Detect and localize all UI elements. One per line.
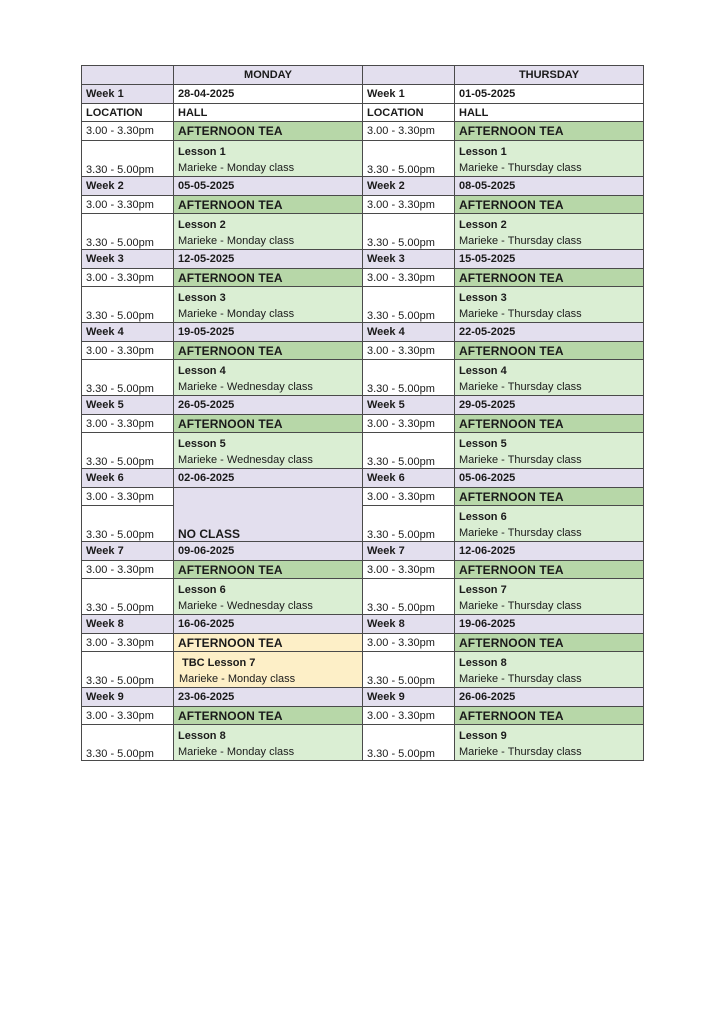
week-label: Week 7	[82, 542, 174, 561]
lesson-row	[82, 433, 644, 469]
tea-time: 3.00 - 3.30pm	[82, 342, 174, 360]
week-label: Week 8	[363, 615, 455, 634]
thursday-lesson	[455, 214, 644, 250]
header-blank-thu	[363, 66, 455, 85]
monday-afternoon-tea: AFTERNOON TEA	[174, 342, 363, 360]
tea-time: 3.00 - 3.30pm	[363, 415, 455, 433]
header-monday: MONDAY	[174, 66, 363, 85]
monday-no-class: NO CLASS	[174, 488, 363, 542]
thursday-date: 19-06-2025	[455, 615, 644, 634]
tea-row	[82, 269, 644, 287]
lesson-time: 3.30 - 5.00pm	[82, 141, 174, 177]
lesson-title: TBC Lesson 7	[182, 657, 256, 669]
tea-row	[82, 707, 644, 725]
lesson-time: 3.30 - 5.00pm	[363, 652, 455, 688]
lesson-time: 3.30 - 5.00pm	[82, 579, 174, 615]
monday-date: 16-06-2025	[174, 615, 363, 634]
monday-lesson	[174, 725, 363, 761]
thursday-afternoon-tea: AFTERNOON TEA	[455, 342, 644, 360]
tea-row	[82, 634, 644, 652]
monday-date: 05-05-2025	[174, 177, 363, 196]
week-label: Week 8	[82, 615, 174, 634]
location-label: LOCATION	[363, 104, 455, 122]
monday-date: 12-05-2025	[174, 250, 363, 269]
lesson-class: Marieke - Thursday class	[459, 308, 582, 320]
monday-afternoon-tea: AFTERNOON TEA	[174, 415, 363, 433]
lesson-class: Marieke - Monday class	[178, 235, 295, 247]
thursday-date: 15-05-2025	[455, 250, 644, 269]
thursday-lesson	[455, 652, 644, 688]
lesson-time: 3.30 - 5.00pm	[82, 652, 174, 688]
lesson-class: Marieke - Thursday class	[459, 381, 582, 393]
monday-lesson	[174, 287, 363, 323]
lesson-title: Lesson 6	[459, 511, 507, 523]
lesson-row	[82, 652, 644, 688]
lesson-time: 3.30 - 5.00pm	[82, 214, 174, 250]
thursday-date: 22-05-2025	[455, 323, 644, 342]
schedule-table	[81, 65, 644, 761]
lesson-time: 3.30 - 5.00pm	[363, 141, 455, 177]
monday-afternoon-tea: AFTERNOON TEA	[174, 122, 363, 141]
week-label: Week 3	[363, 250, 455, 269]
lesson-title: Lesson 6	[178, 584, 226, 596]
week-label: Week 2	[82, 177, 174, 196]
tea-row	[82, 561, 644, 579]
monday-afternoon-tea: AFTERNOON TEA	[174, 707, 363, 725]
lesson-class: Marieke - Wednesday class	[178, 600, 313, 612]
thursday-location: HALL	[455, 104, 644, 122]
tea-time: 3.00 - 3.30pm	[363, 634, 455, 652]
lesson-time: 3.30 - 5.00pm	[82, 287, 174, 323]
lesson-time: 3.30 - 5.00pm	[82, 360, 174, 396]
monday-date: 28-04-2025	[174, 85, 363, 104]
lesson-class: Marieke - Monday class	[178, 746, 295, 758]
thursday-lesson	[455, 287, 644, 323]
lesson-title: Lesson 5	[178, 438, 226, 450]
tea-time: 3.00 - 3.30pm	[82, 269, 174, 287]
week-row	[82, 250, 644, 269]
week-row	[82, 469, 644, 488]
thursday-lesson	[455, 433, 644, 469]
lesson-time: 3.30 - 5.00pm	[363, 579, 455, 615]
tea-time: 3.00 - 3.30pm	[82, 634, 174, 652]
week-row	[82, 323, 644, 342]
lesson-class: Marieke - Thursday class	[459, 454, 582, 466]
thursday-date: 26-06-2025	[455, 688, 644, 707]
lesson-row	[82, 360, 644, 396]
tea-time: 3.00 - 3.30pm	[363, 269, 455, 287]
monday-afternoon-tea: AFTERNOON TEA	[174, 196, 363, 214]
tea-time: 3.00 - 3.30pm	[82, 488, 174, 506]
monday-date: 19-05-2025	[174, 323, 363, 342]
lesson-class: Marieke - Wednesday class	[178, 454, 313, 466]
monday-date: 09-06-2025	[174, 542, 363, 561]
lesson-time: 3.30 - 5.00pm	[363, 506, 455, 542]
week-label: Week 6	[363, 469, 455, 488]
lesson-title: Lesson 5	[459, 438, 507, 450]
lesson-title: Lesson 2	[178, 219, 226, 231]
lesson-title: Lesson 9	[459, 730, 507, 742]
week-label: Week 4	[363, 323, 455, 342]
tea-time: 3.00 - 3.30pm	[363, 707, 455, 725]
thursday-date: 05-06-2025	[455, 469, 644, 488]
tea-time: 3.00 - 3.30pm	[82, 415, 174, 433]
lesson-title: Lesson 3	[178, 292, 226, 304]
week-label: Week 7	[363, 542, 455, 561]
week-label: Week 4	[82, 323, 174, 342]
thursday-afternoon-tea: AFTERNOON TEA	[455, 269, 644, 287]
tea-time: 3.00 - 3.30pm	[363, 342, 455, 360]
monday-date: 02-06-2025	[174, 469, 363, 488]
tea-row	[82, 196, 644, 214]
week-row	[82, 542, 644, 561]
monday-location: HALL	[174, 104, 363, 122]
week-label: Week 1	[82, 85, 174, 104]
lesson-row	[82, 287, 644, 323]
thursday-afternoon-tea: AFTERNOON TEA	[455, 196, 644, 214]
monday-date: 26-05-2025	[174, 396, 363, 415]
lesson-time: 3.30 - 5.00pm	[363, 214, 455, 250]
monday-afternoon-tea: AFTERNOON TEA	[174, 634, 363, 652]
monday-lesson	[174, 214, 363, 250]
lesson-row	[82, 214, 644, 250]
week-row	[82, 85, 644, 104]
monday-afternoon-tea: AFTERNOON TEA	[174, 561, 363, 579]
monday-date: 23-06-2025	[174, 688, 363, 707]
lesson-class: Marieke - Thursday class	[459, 746, 582, 758]
lesson-time: 3.30 - 5.00pm	[363, 360, 455, 396]
lesson-title: Lesson 8	[459, 657, 507, 669]
lesson-time: 3.30 - 5.00pm	[363, 433, 455, 469]
lesson-title: Lesson 3	[459, 292, 507, 304]
lesson-class: Marieke - Monday class	[179, 673, 296, 685]
week-label: Week 9	[363, 688, 455, 707]
thursday-afternoon-tea: AFTERNOON TEA	[455, 122, 644, 141]
lesson-title: Lesson 2	[459, 219, 507, 231]
week-row	[82, 688, 644, 707]
lesson-time: 3.30 - 5.00pm	[82, 506, 174, 542]
thursday-date: 29-05-2025	[455, 396, 644, 415]
tea-row	[82, 415, 644, 433]
monday-afternoon-tea: AFTERNOON TEA	[174, 269, 363, 287]
week-label: Week 3	[82, 250, 174, 269]
tea-row	[82, 488, 644, 506]
header-blank-mon	[82, 66, 174, 85]
tea-row	[82, 342, 644, 360]
header-row	[82, 66, 644, 85]
thursday-date: 08-05-2025	[455, 177, 644, 196]
tea-time: 3.00 - 3.30pm	[363, 196, 455, 214]
lesson-class: Marieke - Monday class	[178, 162, 295, 174]
thursday-lesson	[455, 725, 644, 761]
week-row	[82, 615, 644, 634]
tea-time: 3.00 - 3.30pm	[82, 707, 174, 725]
thursday-afternoon-tea: AFTERNOON TEA	[455, 634, 644, 652]
lesson-row	[82, 579, 644, 615]
lesson-row	[82, 141, 644, 177]
lesson-title: Lesson 4	[178, 365, 226, 377]
thursday-lesson	[455, 579, 644, 615]
thursday-afternoon-tea: AFTERNOON TEA	[455, 415, 644, 433]
lesson-class: Marieke - Wednesday class	[178, 381, 313, 393]
week-label: Week 9	[82, 688, 174, 707]
thursday-date: 12-06-2025	[455, 542, 644, 561]
lesson-class: Marieke - Thursday class	[459, 673, 582, 685]
monday-lesson	[174, 579, 363, 615]
lesson-time: 3.30 - 5.00pm	[363, 287, 455, 323]
thursday-date: 01-05-2025	[455, 85, 644, 104]
week-row	[82, 396, 644, 415]
lesson-title: Lesson 7	[459, 584, 507, 596]
lesson-time: 3.30 - 5.00pm	[82, 433, 174, 469]
monday-lesson	[174, 141, 363, 177]
thursday-afternoon-tea: AFTERNOON TEA	[455, 561, 644, 579]
location-label: LOCATION	[82, 104, 174, 122]
lesson-class: Marieke - Thursday class	[459, 162, 582, 174]
week-label: Week 5	[82, 396, 174, 415]
tea-time: 3.00 - 3.30pm	[82, 196, 174, 214]
location-row	[82, 104, 644, 122]
thursday-lesson	[455, 141, 644, 177]
tea-row	[82, 122, 644, 141]
tea-time: 3.00 - 3.30pm	[363, 122, 455, 141]
lesson-time: 3.30 - 5.00pm	[82, 725, 174, 761]
lesson-time: 3.30 - 5.00pm	[363, 725, 455, 761]
thursday-lesson	[455, 360, 644, 396]
week-row	[82, 177, 644, 196]
thursday-afternoon-tea: AFTERNOON TEA	[455, 488, 644, 506]
lesson-class: Marieke - Thursday class	[459, 235, 582, 247]
tea-time: 3.00 - 3.30pm	[363, 488, 455, 506]
lesson-class: Marieke - Monday class	[178, 308, 295, 320]
lesson-title: Lesson 1	[178, 146, 226, 158]
week-label: Week 6	[82, 469, 174, 488]
monday-lesson-tbc	[174, 652, 363, 688]
week-label: Week 5	[363, 396, 455, 415]
lesson-title: Lesson 8	[178, 730, 226, 742]
week-label: Week 1	[363, 85, 455, 104]
lesson-class: Marieke - Thursday class	[459, 527, 582, 539]
monday-lesson	[174, 433, 363, 469]
week-label: Week 2	[363, 177, 455, 196]
thursday-lesson	[455, 506, 644, 542]
tea-time: 3.00 - 3.30pm	[82, 122, 174, 141]
tea-time: 3.00 - 3.30pm	[363, 561, 455, 579]
lesson-row	[82, 725, 644, 761]
header-thursday: THURSDAY	[455, 66, 644, 85]
lesson-title: Lesson 4	[459, 365, 507, 377]
tea-time: 3.00 - 3.30pm	[82, 561, 174, 579]
lesson-title: Lesson 1	[459, 146, 507, 158]
lesson-class: Marieke - Thursday class	[459, 600, 582, 612]
thursday-afternoon-tea: AFTERNOON TEA	[455, 707, 644, 725]
monday-lesson	[174, 360, 363, 396]
lesson-row	[82, 506, 644, 542]
